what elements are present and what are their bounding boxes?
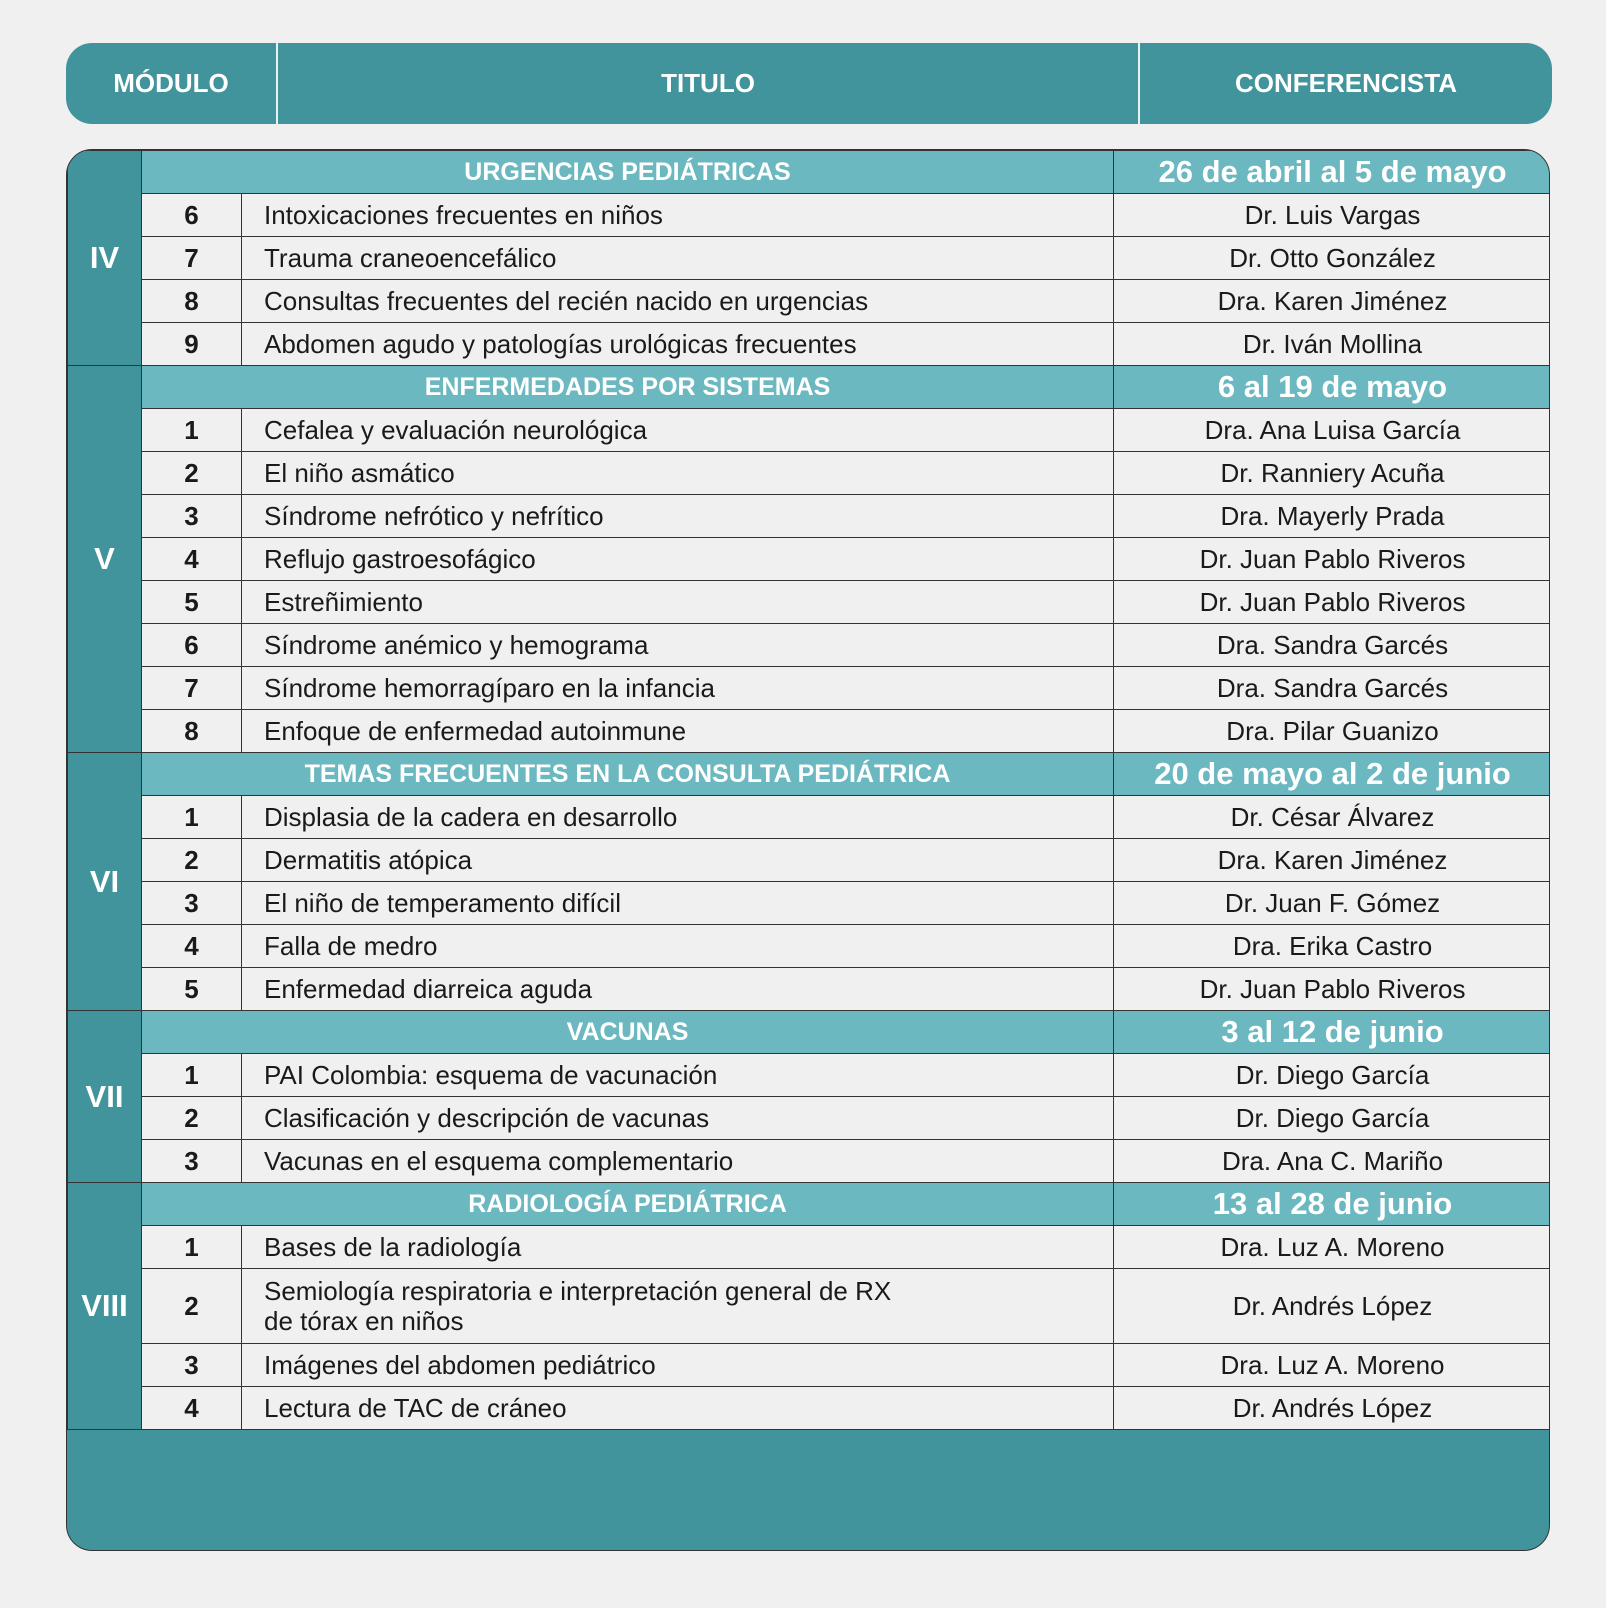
session-number: 4 — [142, 538, 242, 581]
session-speaker: Dra. Sandra Garcés — [1114, 624, 1550, 667]
session-speaker: Dr. Diego García — [1114, 1097, 1550, 1140]
session-number: 3 — [142, 495, 242, 538]
session-speaker: Dra. Ana Luisa García — [1114, 409, 1550, 452]
session-number: 4 — [142, 1387, 242, 1430]
table-row — [68, 839, 1551, 882]
session-title: Lectura de TAC de cráneo — [242, 1387, 1114, 1430]
session-title: Síndrome hemorragíparo en la infancia — [242, 667, 1114, 710]
table-row — [68, 495, 1551, 538]
session-title: Semiología respiratoria e interpretación general de RX de tórax en niños — [242, 1269, 1114, 1344]
table-row — [68, 667, 1551, 710]
session-number: 8 — [142, 280, 242, 323]
section-dates: 13 al 28 de junio — [1114, 1183, 1550, 1226]
session-speaker: Dra. Pilar Guanizo — [1114, 710, 1550, 753]
section-title: RADIOLOGÍA PEDIÁTRICA — [142, 1183, 1114, 1226]
header-titulo: TITULO — [278, 43, 1140, 124]
schedule-panel — [66, 149, 1550, 1551]
section-title: URGENCIAS PEDIÁTRICAS — [142, 151, 1114, 194]
session-number: 1 — [142, 796, 242, 839]
session-title: Enfoque de enfermedad autoinmune — [242, 710, 1114, 753]
section-title: VACUNAS — [142, 1011, 1114, 1054]
session-number: 5 — [142, 581, 242, 624]
table-row — [68, 882, 1551, 925]
session-speaker: Dr. Diego García — [1114, 1054, 1550, 1097]
session-number: 1 — [142, 409, 242, 452]
table-row — [68, 1140, 1551, 1183]
section-title: TEMAS FRECUENTES EN LA CONSULTA PEDIÁTRICA — [142, 753, 1114, 796]
section-row — [68, 753, 1551, 796]
table-row — [68, 968, 1551, 1011]
table-row — [68, 624, 1551, 667]
module-numeral: VIII — [68, 1183, 142, 1430]
session-title: PAI Colombia: esquema de vacunación — [242, 1054, 1114, 1097]
table-row — [68, 538, 1551, 581]
session-title: Consultas frecuentes del recién nacido en urgencias — [242, 280, 1114, 323]
session-title: Enfermedad diarreica aguda — [242, 968, 1114, 1011]
session-title: Reflujo gastroesofágico — [242, 538, 1114, 581]
session-number: 3 — [142, 1140, 242, 1183]
session-title: Abdomen agudo y patologías urológicas frecuentes — [242, 323, 1114, 366]
table-row — [68, 796, 1551, 839]
session-title: Imágenes del abdomen pediátrico — [242, 1344, 1114, 1387]
module-numeral: V — [68, 366, 142, 753]
table-row — [68, 1269, 1551, 1344]
session-speaker: Dr. Juan Pablo Riveros — [1114, 968, 1550, 1011]
session-title: Clasificación y descripción de vacunas — [242, 1097, 1114, 1140]
session-speaker: Dr. Luis Vargas — [1114, 194, 1550, 237]
session-number: 5 — [142, 968, 242, 1011]
session-number: 7 — [142, 237, 242, 280]
session-speaker: Dra. Karen Jiménez — [1114, 839, 1550, 882]
session-speaker: Dra. Karen Jiménez — [1114, 280, 1550, 323]
table-row — [68, 1344, 1551, 1387]
session-speaker: Dr. Juan Pablo Riveros — [1114, 538, 1550, 581]
session-number: 4 — [142, 925, 242, 968]
session-speaker: Dr. Andrés López — [1114, 1269, 1550, 1344]
session-speaker: Dr. Andrés López — [1114, 1387, 1550, 1430]
module-numeral: IV — [68, 151, 142, 366]
session-title: Trauma craneoencefálico — [242, 237, 1114, 280]
session-title: El niño asmático — [242, 452, 1114, 495]
session-title: Intoxicaciones frecuentes en niños — [242, 194, 1114, 237]
session-title: Síndrome nefrótico y nefrítico — [242, 495, 1114, 538]
session-number: 8 — [142, 710, 242, 753]
table-header — [66, 43, 1552, 124]
table-row — [68, 1387, 1551, 1430]
session-speaker: Dr. César Álvarez — [1114, 796, 1550, 839]
session-number: 6 — [142, 624, 242, 667]
session-speaker: Dra. Sandra Garcés — [1114, 667, 1550, 710]
table-row — [68, 194, 1551, 237]
session-speaker: Dra. Mayerly Prada — [1114, 495, 1550, 538]
section-row — [68, 151, 1551, 194]
session-number: 2 — [142, 839, 242, 882]
section-row — [68, 1011, 1551, 1054]
section-row — [68, 366, 1551, 409]
session-speaker: Dr. Otto González — [1114, 237, 1550, 280]
session-title: El niño de temperamento difícil — [242, 882, 1114, 925]
section-dates: 20 de mayo al 2 de junio — [1114, 753, 1550, 796]
table-row — [68, 710, 1551, 753]
header-conferencista: CONFERENCISTA — [1235, 68, 1457, 98]
session-title: Vacunas en el esquema complementario — [242, 1140, 1114, 1183]
session-title: Cefalea y evaluación neurológica — [242, 409, 1114, 452]
session-speaker: Dra. Erika Castro — [1114, 925, 1550, 968]
section-row — [68, 1183, 1551, 1226]
session-number: 1 — [142, 1054, 242, 1097]
module-numeral: VI — [68, 753, 142, 1011]
table-row — [68, 323, 1551, 366]
section-dates: 6 al 19 de mayo — [1114, 366, 1550, 409]
session-number: 2 — [142, 1097, 242, 1140]
table-row — [68, 1097, 1551, 1140]
session-number: 2 — [142, 1269, 242, 1344]
table-row — [68, 452, 1551, 495]
session-speaker: Dra. Ana C. Mariño — [1114, 1140, 1550, 1183]
section-dates: 26 de abril al 5 de mayo — [1114, 151, 1550, 194]
session-number: 3 — [142, 882, 242, 925]
session-speaker: Dr. Ranniery Acuña — [1114, 452, 1550, 495]
session-number: 6 — [142, 194, 242, 237]
table-row — [68, 581, 1551, 624]
session-number: 9 — [142, 323, 242, 366]
session-speaker: Dr. Juan F. Gómez — [1114, 882, 1550, 925]
schedule-table — [67, 150, 1550, 1430]
session-speaker: Dra. Luz A. Moreno — [1114, 1226, 1550, 1269]
session-title: Síndrome anémico y hemograma — [242, 624, 1114, 667]
session-speaker: Dr. Juan Pablo Riveros — [1114, 581, 1550, 624]
session-title: Falla de medro — [242, 925, 1114, 968]
session-number: 7 — [142, 667, 242, 710]
section-dates: 3 al 12 de junio — [1114, 1011, 1550, 1054]
session-number: 1 — [142, 1226, 242, 1269]
table-row — [68, 280, 1551, 323]
table-row — [68, 1054, 1551, 1097]
session-title: Dermatitis atópica — [242, 839, 1114, 882]
section-title: ENFERMEDADES POR SISTEMAS — [142, 366, 1114, 409]
table-row — [68, 1226, 1551, 1269]
session-number: 3 — [142, 1344, 242, 1387]
table-row — [68, 925, 1551, 968]
session-title: Estreñimiento — [242, 581, 1114, 624]
session-speaker: Dra. Luz A. Moreno — [1114, 1344, 1550, 1387]
session-number: 2 — [142, 452, 242, 495]
module-numeral: VII — [68, 1011, 142, 1183]
table-row — [68, 237, 1551, 280]
session-title: Bases de la radiología — [242, 1226, 1114, 1269]
session-title: Displasia de la cadera en desarrollo — [242, 796, 1114, 839]
session-speaker: Dr. Iván Mollina — [1114, 323, 1550, 366]
header-modulo: MÓDULO — [66, 43, 278, 124]
table-row — [68, 409, 1551, 452]
